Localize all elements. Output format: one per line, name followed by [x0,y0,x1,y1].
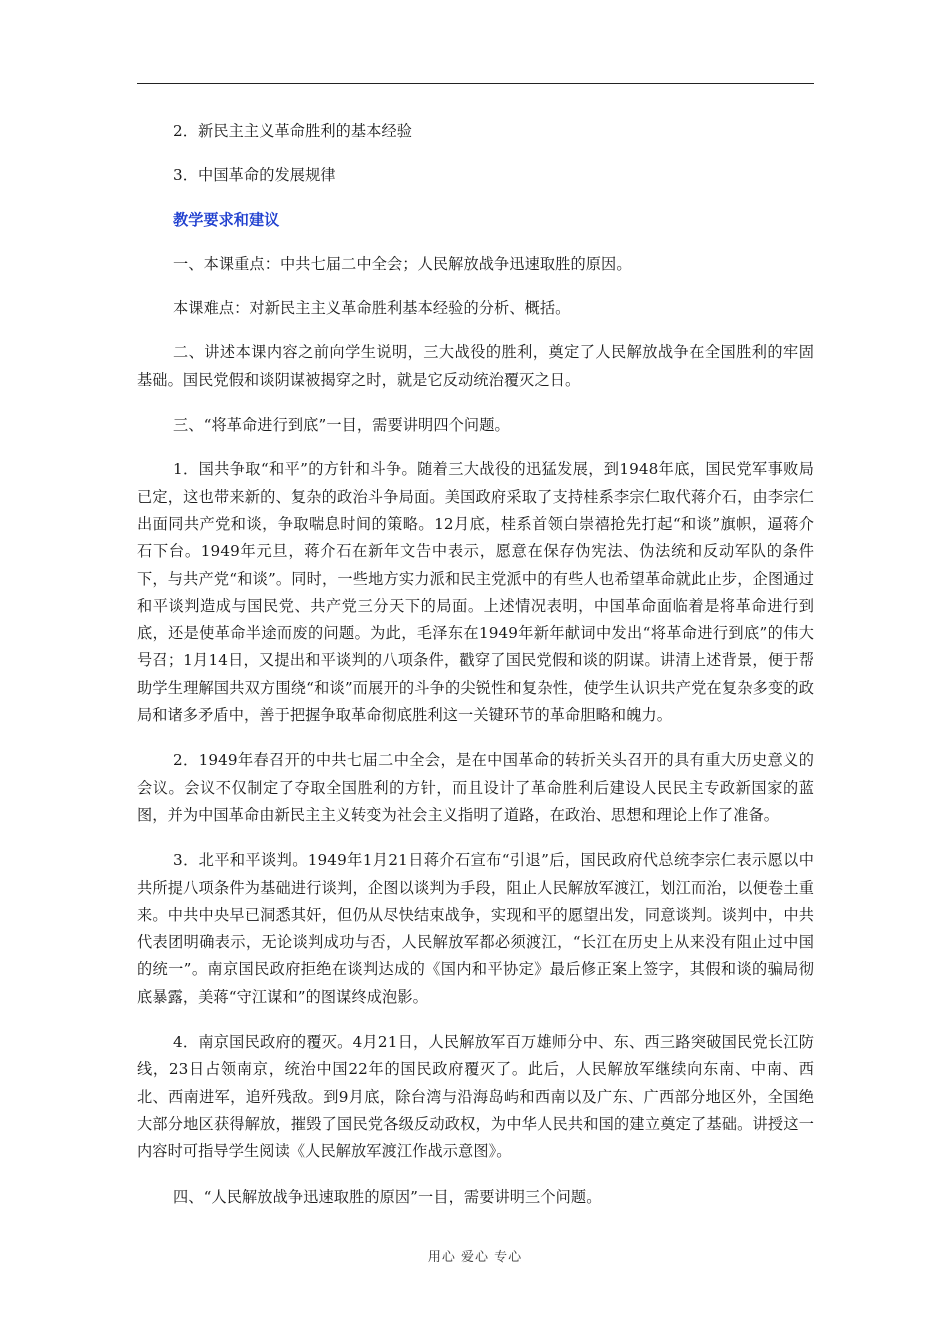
page-footer: 用心 爱心 专心 [427,1250,523,1265]
paragraph-section-four: 四、“人民解放战争迅速取胜的原因”一目，需要讲明三个问题。 [173,1187,602,1206]
paragraph-difficulties: 本课难点：对新民主主义革命胜利基本经验的分析、概括。 [173,299,571,318]
section-heading: 教学要求和建议 [173,210,280,229]
paragraph-point-3: 3．北平和平谈判。1949年1月21日蒋介石宣布“引退”后，国民政府代总统李宗仁表示愿以中共所提八项条件为基础进行谈判，企图以谈判为手段，阻止人民解放军渡江，划江而治，以便卷土重来。中共中央早已洞悉其奸，但仍从尽快结束战争，实现和平的愿望出发，同意谈判。谈判中，中共代表团明确表示，无论谈判成功与否，人民解放军都必须渡江，“长江在历史上从来没有阻止过中国的统一”。南京国民政府拒绝在谈判达成的《国内和平协定》最后修正案上签字，其假和谈的骗局彻底暴露，美蒋“守江谋和”的图谋终成泡影。 [137,851,814,1006]
paragraph-point-4: 4．南京国民政府的覆灭。4月21日，人民解放军百万雄师分中、东、西三路突破国民党长江防线，23日占领南京，统治中国22年的国民政府覆灭了。此后，人民解放军继续向东南、中南、西北、西南进军，追歼残敌。到9月底，除台湾与沿海岛屿和西南以及广东、广西部分地区外，全国绝大部分地区获得解放，摧毁了国民党各级反动政权，为中华人民共和国的建立奠定了基础。讲授这一内容时可指导学生阅读《人民解放军渡江作战示意图》。 [137,1033,814,1161]
paragraph-section-three: 三、“将革命进行到底”一目，需要讲明四个问题。 [173,416,510,435]
paragraph-point-2: 2．1949年春召开的中共七届二中全会，是在中国革命的转折关头召开的具有重大历史意义的会议。会议不仅制定了夺取全国胜利的方针，而且设计了革命胜利后建设人民民主专政新国家的蓝图，并为中国革命由新民主主义转变为社会主义指明了道路，在政治、思想和理论上作了准备。 [137,751,814,824]
document-body [137,118,814,1228]
paragraph-point-1: 1．国共争取“和平”的方针和斗争。随着三大战役的迅猛发展，到1948年底，国民党军事败局已定，这也带来新的、复杂的政治斗争局面。美国政府采取了支持桂系李宗仁取代蒋介石，由李宗仁出面同共产党和谈，争取喘息时间的策略。12月底，桂系首领白崇禧抢先打起“和谈”旗帜，逼蒋介石下台。1949年元旦，蒋介石在新年文告中表示，愿意在保存伪宪法、伪法统和反动军队的条件下，与共产党“和谈”。同时，一些地方实力派和民主党派中的有些人也希望革命就此止步，企图通过和平谈判造成与国民党、共产党三分天下的局面。上述情况表明，中国革命面临着是将革命进行到底，还是使革命半途而废的问题。为此，毛泽东在1949年新年献词中发出“将革命进行到底”的伟大号召；1月14日，又提出和平谈判的八项条件，戳穿了国民党假和谈的阴谋。讲清上述背景，便于帮助学生理解国共双方围绕“和谈”而展开的斗争的尖锐性和复杂性，使学生认识共产党在复杂多变的政局和诸多矛盾中，善于把握争取革命彻底胜利这一关键环节的革命胆略和魄力。 [137,460,814,725]
header-rule [137,83,814,84]
paragraph-intro: 二、讲述本课内容之前向学生说明，三大战役的胜利，奠定了人民解放战争在全国胜利的牢固基础。国民党假和谈阴谋被揭穿之时，就是它反动统治覆灭之日。 [137,343,814,389]
outline-item-3: 3．中国革命的发展规律 [173,166,336,185]
paragraph-key-points: 一、本课重点：中共七届二中全会；人民解放战争迅速取胜的原因。 [173,254,632,273]
outline-item-2: 2．新民主主义革命胜利的基本经验 [173,122,413,140]
